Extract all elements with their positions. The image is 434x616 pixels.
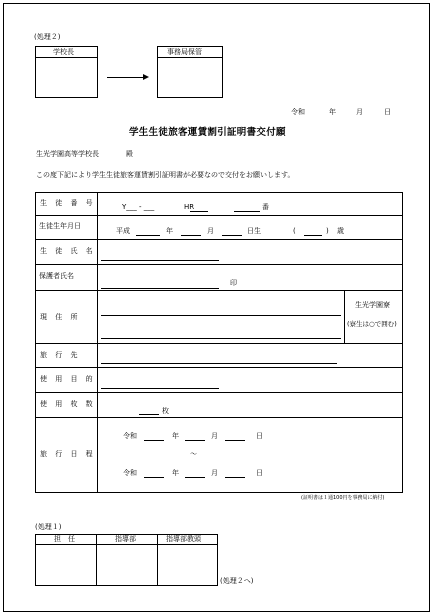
- student-number-prefix: Y___ - ___: [122, 203, 155, 211]
- travel-start-year: 年: [172, 432, 179, 440]
- ban-label: 番: [262, 203, 269, 211]
- hr-label: HR: [184, 203, 195, 211]
- travel-start-month-blank[interactable]: [185, 440, 205, 441]
- date-era: 令和: [291, 108, 305, 116]
- travel-end-year: 年: [172, 469, 179, 477]
- office-header-rule: [157, 57, 223, 58]
- fee-note: (証明書は１通100円を事務局に納付): [301, 495, 385, 501]
- row-divider: [35, 343, 403, 344]
- request-text: この度下記により学生生徒旅客運賃割引証明書が必要なので交付をお願いします。: [36, 171, 295, 179]
- birth-era: 平成: [116, 227, 130, 235]
- ticket-count-label: 使 用 枚 数: [40, 400, 96, 408]
- guardian-name-field[interactable]: [101, 288, 219, 289]
- travel-start-month: 月: [211, 432, 218, 440]
- document-page: [3, 3, 430, 612]
- birth-month-blank[interactable]: [181, 235, 201, 236]
- arrow-line: [107, 77, 144, 78]
- address-label: 現 住 所: [40, 313, 81, 321]
- purpose-label: 使 用 目 的: [40, 375, 96, 383]
- process2-label: (処理２): [34, 33, 61, 41]
- row-divider: [35, 215, 403, 216]
- row-divider: [35, 392, 403, 393]
- dorm-label[interactable]: 生光学園寮: [355, 301, 390, 309]
- process1-col-divider: [96, 534, 97, 586]
- seal-label: 印: [230, 279, 237, 287]
- guardian-name-label: 保護者氏名: [39, 272, 74, 280]
- process2-next-note: (処理２へ): [220, 577, 254, 585]
- student-name-field[interactable]: [101, 260, 219, 261]
- travel-start-year-blank[interactable]: [144, 440, 164, 441]
- addressee: 生光学園高等学校長: [36, 150, 99, 158]
- birth-year-blank[interactable]: [136, 235, 160, 236]
- travel-start-era: 令和: [123, 432, 137, 440]
- birth-date-label: 生徒生年月日: [39, 222, 81, 230]
- process1-col-divider: [157, 534, 158, 586]
- principal-header-rule: [35, 57, 98, 58]
- travel-end-era: 令和: [123, 469, 137, 477]
- row-divider: [35, 239, 403, 240]
- birth-day-blank[interactable]: [222, 235, 242, 236]
- destination-label: 旅 行 先: [40, 351, 81, 359]
- age-close-paren: ): [326, 227, 329, 235]
- dorm-note: (寮生は○で囲む): [347, 320, 397, 328]
- student-number-blank[interactable]: [234, 211, 260, 212]
- arrow-right-icon: [143, 74, 149, 80]
- office-label: 事務局保管: [167, 48, 202, 56]
- hr-blank[interactable]: [190, 211, 208, 212]
- ticket-count-unit: 枚: [162, 407, 169, 415]
- address-line-2[interactable]: [101, 338, 341, 339]
- row-divider: [35, 290, 403, 291]
- travel-dates-label: 旅 行 日 程: [40, 450, 96, 458]
- travel-range-tilde: 〜: [190, 450, 197, 458]
- document-title: 学生生徒旅客運賃割引証明書交付願: [129, 127, 286, 138]
- destination-field[interactable]: [101, 363, 337, 364]
- row-divider: [35, 367, 403, 368]
- principal-label: 学校長: [53, 48, 74, 56]
- travel-end-day-blank[interactable]: [225, 477, 245, 478]
- student-name-label: 生 徒 氏 名: [40, 247, 96, 255]
- date-year: 年: [329, 108, 336, 116]
- process1-label: (処理１): [35, 523, 62, 531]
- homeroom-teacher-label: 担 任: [54, 535, 75, 543]
- birth-month: 月: [207, 227, 214, 235]
- date-day: 日: [384, 108, 391, 116]
- address-line-1[interactable]: [101, 315, 341, 316]
- age-blank[interactable]: [304, 235, 322, 236]
- travel-start-day: 日: [256, 432, 263, 440]
- travel-end-month: 月: [211, 469, 218, 477]
- travel-start-day-blank[interactable]: [225, 440, 245, 441]
- age-open-paren: (: [293, 227, 296, 235]
- guidance-dept-label: 指導部: [115, 535, 136, 543]
- purpose-field[interactable]: [101, 388, 219, 389]
- date-month: 月: [356, 108, 363, 116]
- guidance-vice-principal-label: 指導部教頭: [166, 535, 201, 543]
- age-label: 歳: [337, 227, 344, 235]
- row-divider: [35, 264, 403, 265]
- travel-end-month-blank[interactable]: [185, 477, 205, 478]
- travel-end-day: 日: [256, 469, 263, 477]
- addressee-honorific: 殿: [126, 150, 133, 158]
- process1-header-rule: [35, 544, 218, 545]
- row-divider: [35, 417, 403, 418]
- dorm-divider: [344, 290, 345, 343]
- travel-end-year-blank[interactable]: [144, 477, 164, 478]
- birth-day: 日生: [247, 227, 261, 235]
- student-number-label: 生 徒 番 号: [40, 199, 96, 207]
- ticket-count-field[interactable]: [139, 414, 159, 415]
- birth-year: 年: [166, 227, 173, 235]
